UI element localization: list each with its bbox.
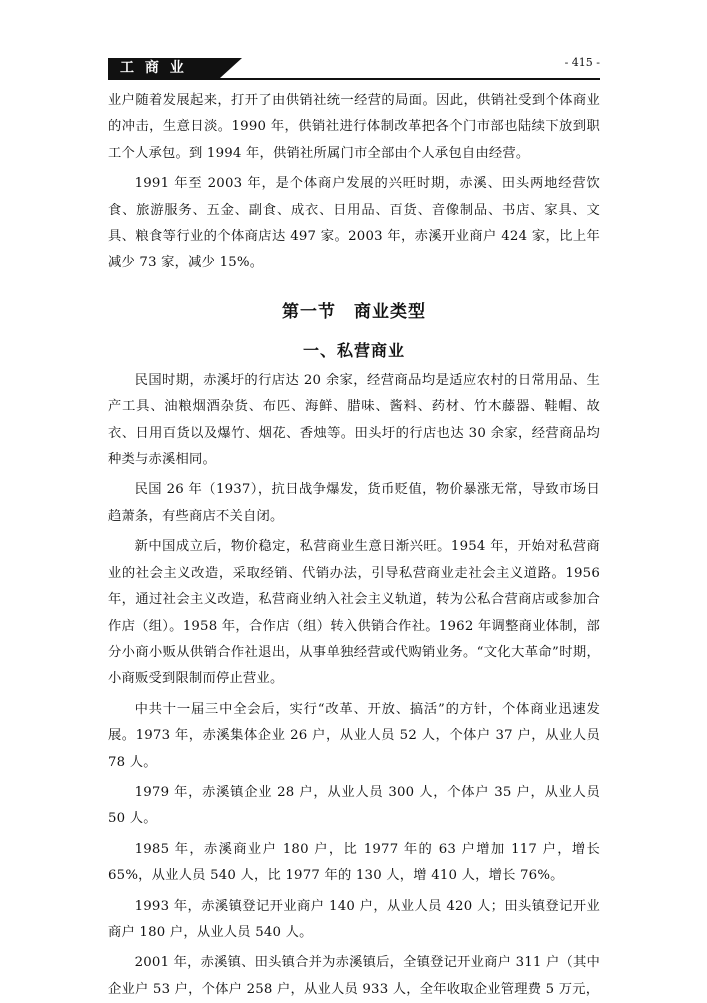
section-title: 第一节 商业类型 xyxy=(282,301,426,322)
body-paragraph: 新中国成立后，物价稳定，私营商业生意日渐兴旺。1954 年，开始对私营商业的社会主义改造，采取经销、代销办法，引导私营商业走社会主义道路。1956 年，通过社会主义改造，私营商业纳入社会主义轨道，转为公私合营商店或参加合作店（组）。1958 年，合作店（组）转入供销合作社。1962 年调整商业体制，部分小商小贩从供销合作社退出，从事单独经营或代购销业务。“文化大革命”时期，小商贩受到限制而停止营业。 xyxy=(108,539,600,687)
intro-paragraph: 业户随着发展起来，打开了由供销社统一经营的局面。因此，供销社受到个体商业的冲击，生意日淡。1990 年，供销社进行体制改革把各个门市部也陆续下放到职工个人承包。到 1994 年，供销社所属门市全部由个人承包自由经营。 xyxy=(108,93,600,161)
header-rule xyxy=(108,78,600,80)
intro-paragraph: 1991 年至 2003 年，是个体商户发展的兴旺时期，赤溪、田头两地经营饮食、旅游服务、五金、副食、成衣、日用品、百货、音像制品、书店、家具、文具、粮食等行业的个体商店达 497 家。2003 年，赤溪开业商户 424 家，比上年减少 73 家，减少 15%。 xyxy=(108,176,600,271)
body-paragraph: 2001 年，赤溪镇、田头镇合并为赤溪镇后，全镇登记开业商户 311 户（其中企业户 53 户，个体户 258 户，从业人员 933 人，全年收取企业管理费 5 万元， xyxy=(108,955,600,997)
body-paragraph: 1979 年，赤溪镇企业 28 户，从业人员 300 人，个体户 35 户，从业人员 50 人。 xyxy=(108,784,600,827)
body-paragraph: 1993 年，赤溪镇登记开业商户 140 户，从业人员 420 人；田头镇登记开业商户 180 户，从业人员 540 人。 xyxy=(108,898,600,940)
body-paragraph: 中共十一届三中全会后，实行“改革、开放、搞活”的方针，个体商业迅速发展。1973 年，赤溪集体企业 26 户，从业人员 52 人，个体户 37 户，从业人员 78 人。 xyxy=(108,701,600,770)
subsection-title: 一、私营商业 xyxy=(302,340,405,360)
page-number: - 415 - xyxy=(564,56,600,69)
body-paragraph: 民国时期，赤溪圩的行店达 20 余家，经营商品均是适应农村的日常用品、生产工具、油粮烟酒杂货、布匹、海鲜、腊味、酱料、药材、竹木藤器、鞋帽、故衣、日用百货以及爆竹、烟花、香烛等。田头圩的行店也达 30 余家，经营商品均种类与赤溪相同。 xyxy=(108,372,600,468)
body-paragraph: 1985 年，赤溪商业户 180 户，比 1977 年的 63 户增加 117 户，增长 65%，从业人员 540 人，比 1977 年的 130 人，增 410 人，增长 76%。 xyxy=(108,841,600,884)
page-body xyxy=(108,88,600,1003)
section-tab: 工 商 业 xyxy=(108,58,220,78)
body-paragraph: 民国 26 年（1937），抗日战争爆发，货币贬值，物价暴涨无常，导致市场日趋萧条，有些商店不关自闭。 xyxy=(108,482,600,524)
page-header xyxy=(108,54,600,80)
